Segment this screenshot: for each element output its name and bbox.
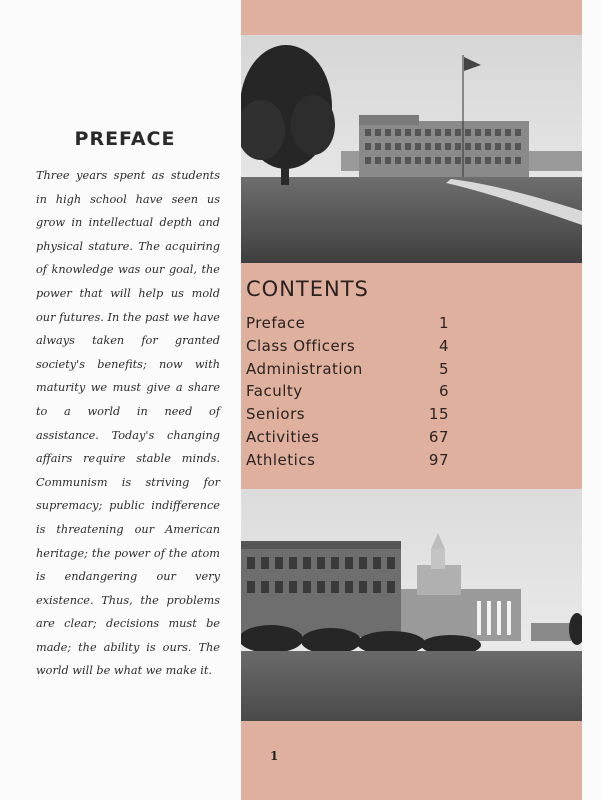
toc-entry-athletics[interactable]	[246, 449, 449, 472]
toc-entry-class-officers[interactable]	[246, 335, 449, 358]
toc-entry-page: 97	[428, 450, 449, 469]
preface-section	[30, 128, 220, 683]
toc-entry-seniors[interactable]	[246, 403, 449, 426]
school-building-photo-bottom	[241, 489, 582, 721]
table-of-contents	[246, 312, 449, 472]
school-building-photo-bottom-image	[241, 489, 582, 721]
toc-entry-page: 6	[438, 382, 449, 401]
page-number: 1	[270, 749, 279, 763]
toc-entry-label: Faculty	[246, 382, 303, 401]
school-building-photo-top-image	[241, 35, 582, 263]
toc-entry-page: 4	[438, 336, 449, 355]
contents-title: CONTENTS	[246, 277, 369, 301]
toc-entry-page: 5	[438, 359, 449, 378]
toc-entry-label: Activities	[246, 427, 320, 446]
toc-entry-administration[interactable]	[246, 358, 449, 381]
toc-entry-label: Preface	[246, 314, 306, 332]
preface-body: Three years spent as students in high school have seen us grow in intellectual depth and physical stature. The acquiring of knowledge was our goal, the power that will help us mold our futures. In the past we have always taken for granted society's benefits; now with maturity we must give a share to a world in need of assistance. Today's changing affairs require stable minds. Communism is striving for supremacy; public indifference is threatening our American heritage; the power of the atom is endangering our very existence. Thus, the problems are clear; decisions must be made; the ability is ours. The world will be what we make it.	[36, 169, 220, 678]
toc-entry-preface[interactable]	[246, 312, 449, 335]
preface-title: PREFACE	[74, 128, 176, 150]
toc-entry-activities[interactable]	[246, 426, 449, 449]
toc-entry-label: Athletics	[246, 450, 316, 469]
toc-entry-label: Administration	[246, 359, 363, 378]
toc-entry-page: 15	[428, 405, 449, 424]
toc-entry-label: Seniors	[246, 405, 306, 424]
toc-entry-label: Class Officers	[246, 336, 356, 355]
toc-entry-page: 1	[438, 314, 449, 332]
school-building-photo-top	[241, 35, 582, 263]
toc-entry-faculty[interactable]	[246, 380, 449, 403]
toc-entry-page: 67	[428, 427, 449, 446]
